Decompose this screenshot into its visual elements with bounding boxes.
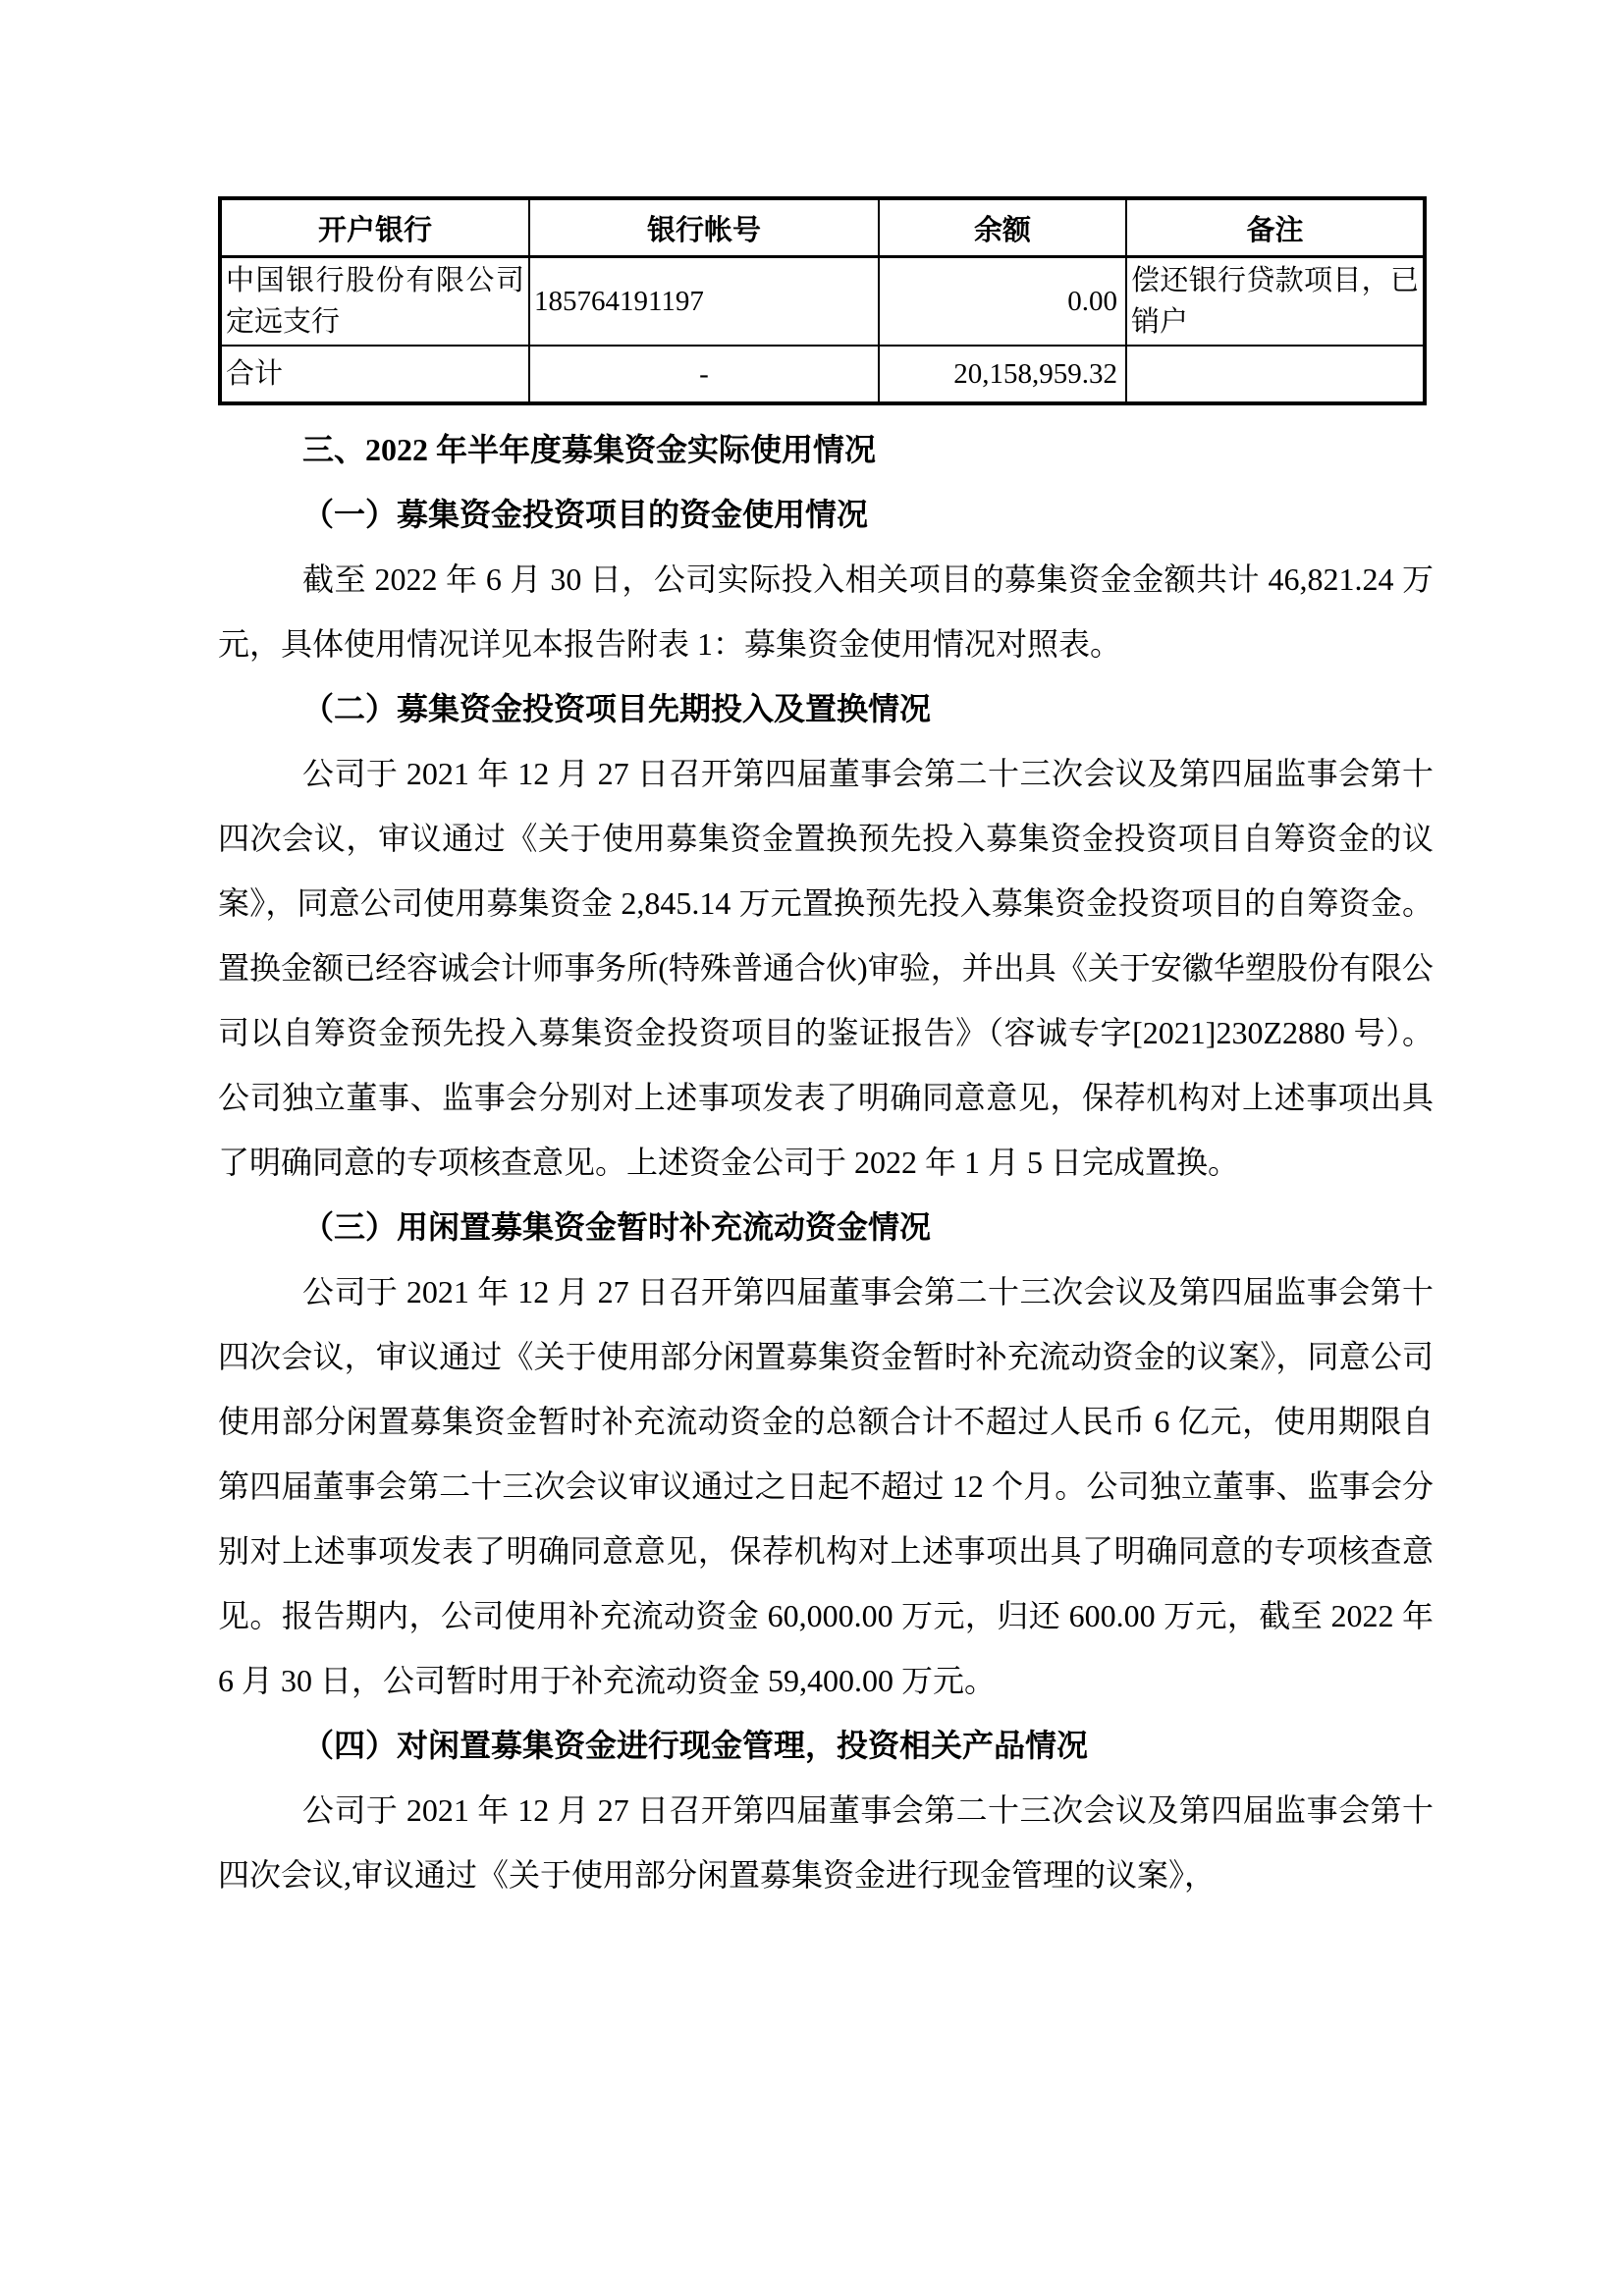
page-content: [218, 196, 1434, 1907]
section-heading-3: 三、2022 年半年度募集资金实际使用情况: [302, 432, 877, 467]
subsection-heading-4: （四）对闲置募集资金进行现金管理，投资相关产品情况: [302, 1728, 1089, 1763]
table-header-row: [220, 198, 1425, 257]
paragraph-replacement: 公司于 2021 年 12 月 27 日召开第四届董事会第二十三次会议及第四届监事会第十四次会议，审议通过《关于使用募集资金置换预先投入募集资金投资项目自筹资金的议案》，同意公司使用募集资金 2,845.14 万元置换预先投入募集资金投资项目的自筹资金。置换金额已经容诚会计师事务所(特殊普通合伙)审验，并出具《关于安徽华塑股份有限公司以自筹资金预先投入募集资金投资项目的鉴证报告》（容诚专字[2021]230Z2880 号）。公司独立董事、监事会分别对上述事项发表了明确同意意见，保荐机构对上述事项出具了明确同意的专项核查意见。上述资金公司于 2022 年 1 月 5 日完成置换。: [218, 756, 1434, 1180]
balance-cell: 0.00: [879, 257, 1126, 347]
table-row: [220, 257, 1425, 347]
paragraph-fund-usage: 截至 2022 年 6 月 30 日，公司实际投入相关项目的募集资金金额共计 46,821.24 万元，具体使用情况详见本报告附表 1：募集资金使用情况对照表。: [218, 561, 1434, 662]
total-account-cell: -: [529, 346, 879, 403]
total-label-cell: 合计: [220, 346, 529, 403]
subsection-heading-2: （二）募集资金投资项目先期投入及置换情况: [302, 691, 932, 726]
paragraph-cash-management: 公司于 2021 年 12 月 27 日召开第四届董事会第二十三次会议及第四届监事会第十四次会议,审议通过《关于使用部分闲置募集资金进行现金管理的议案》，: [218, 1792, 1434, 1893]
bank-accounts-table: [218, 196, 1427, 405]
paragraph-working-capital: 公司于 2021 年 12 月 27 日召开第四届董事会第二十三次会议及第四届监事会第十四次会议，审议通过《关于使用部分闲置募集资金暂时补充流动资金的议案》，同意公司使用部分闲置募集资金暂时补充流动资金的总额合计不超过人民币 6 亿元，使用期限自第四届董事会第二十三次会议审议通过之日起不超过 12 个月。公司独立董事、监事会分别对上述事项发表了明确同意意见，保荐机构对上述事项出具了明确同意的专项核查意见。报告期内，公司使用补充流动资金 60,000.00 万元，归还 600.00 万元，截至 2022 年 6 月 30 日，公司暂时用于补充流动资金 59,400.00 万元。: [218, 1274, 1434, 1698]
total-balance-cell: 20,158,959.32: [879, 346, 1126, 403]
account-number-cell: 185764191197: [529, 257, 879, 347]
header-balance: 余额: [879, 198, 1126, 257]
document-body: [218, 417, 1434, 1907]
subsection-heading-3: （三）用闲置募集资金暂时补充流动资金情况: [302, 1209, 932, 1245]
bank-name-cell: 中国银行股份有限公司定远支行: [220, 257, 529, 347]
subsection-heading-1: （一）募集资金投资项目的资金使用情况: [302, 497, 869, 532]
total-note-cell: [1126, 346, 1425, 403]
note-cell: 偿还银行贷款项目，已销户: [1126, 257, 1425, 347]
header-bank: 开户银行: [220, 198, 529, 257]
header-note: 备注: [1126, 198, 1425, 257]
header-account: 银行帐号: [529, 198, 879, 257]
table-total-row: [220, 346, 1425, 403]
